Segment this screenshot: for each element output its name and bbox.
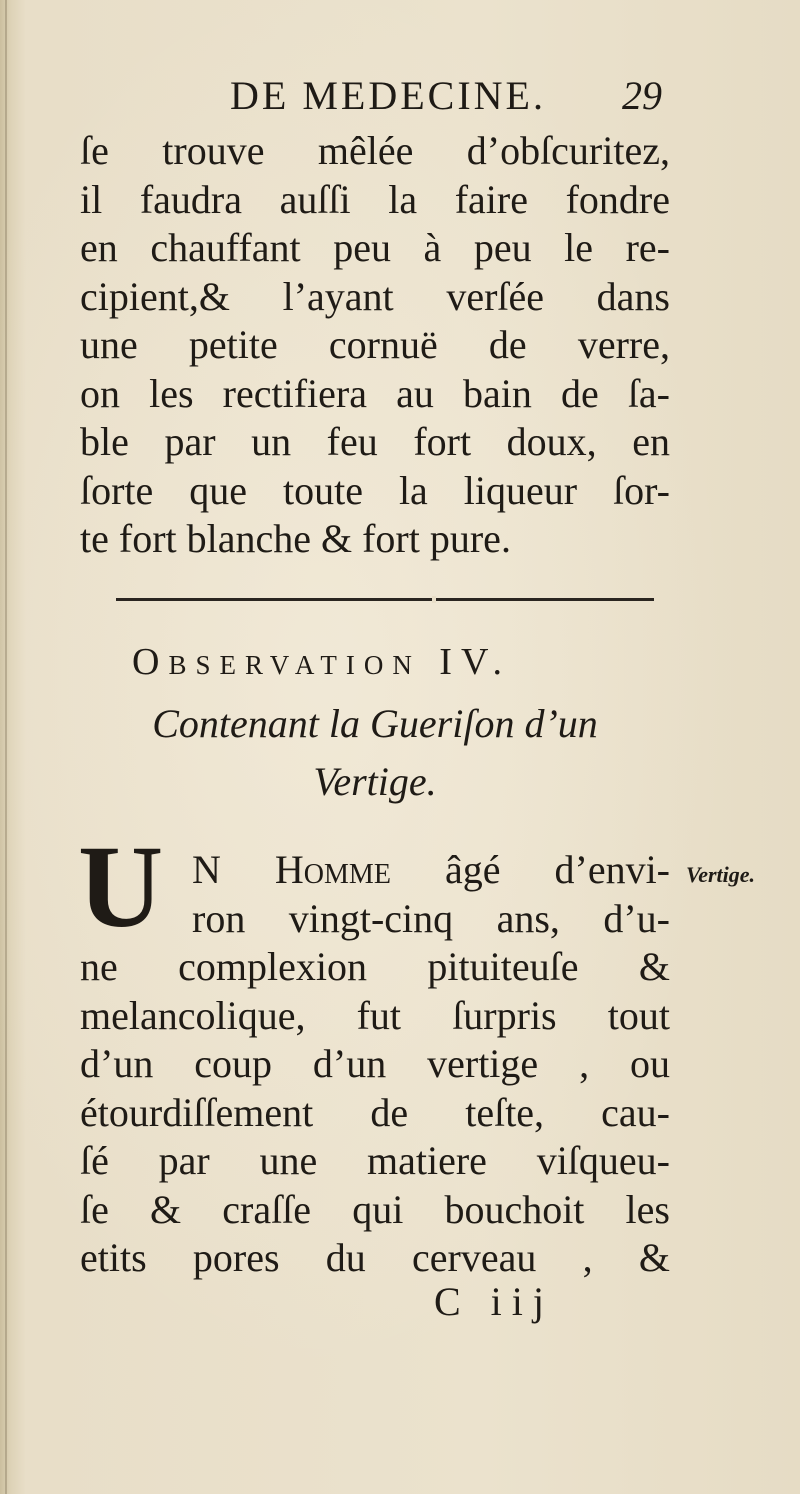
text-line: il faudra auſſi la faire fondre (80, 176, 670, 222)
text-line: te fort blanche & fort pure. (80, 516, 511, 561)
paragraph-main (80, 943, 670, 1283)
signature-mark: C iij (434, 1279, 555, 1324)
section-subtitle-line1: Contenant la Gueriſon d’un (152, 701, 598, 746)
section-title: Observation IV. (132, 641, 512, 683)
divider-break (432, 596, 436, 603)
binding-gutter (5, 0, 7, 1494)
text-line: ſe & craſſe qui bouchoit les (80, 1186, 670, 1232)
section-divider-rule (116, 598, 654, 601)
opening-line-rest: âgé d’envi- (390, 847, 670, 892)
section-subtitle-line2: Vertige. (313, 759, 437, 804)
text-line: on les rectifiera au bain de ſa- (80, 370, 670, 416)
text-line: melancolique, fut ſurpris tout (80, 992, 670, 1038)
text-line: en chauffant peu à peu le re- (80, 225, 670, 270)
paragraph-indented-lines (192, 846, 670, 943)
text-line: ron vingt-cinq ans, d’u- (192, 895, 670, 941)
marginal-note: Vertige. (686, 862, 756, 887)
text-line: étourdiſſement de teſte, cau- (80, 1089, 670, 1135)
text-line: ne complexion pituiteuſe & (80, 944, 670, 989)
paragraph-continued (80, 127, 670, 564)
drop-cap: U (78, 821, 164, 952)
text-line: ſé par une matiere viſqueu- (80, 1138, 670, 1183)
text-line: cipient,& l’ayant verſée dans (80, 273, 670, 319)
text-line: ble par un feu fort doux, en (80, 419, 670, 464)
opening-words: N Homme (192, 847, 391, 892)
running-title: DE MEDECINE. (230, 73, 546, 118)
running-header (230, 72, 680, 119)
text-line: etits pores du cerveau , & (80, 1235, 670, 1280)
text-line: une petite cornuë de verre, (80, 322, 670, 367)
text-line: d’un coup d’un vertige , ou (80, 1041, 670, 1086)
page-number: 29 (622, 73, 662, 118)
text-line: ſe trouve mêlée d’obſcuritez, (80, 128, 670, 173)
text-line-first (192, 846, 670, 895)
text-line: ſorte que toute la liqueur ſor- (80, 467, 670, 513)
